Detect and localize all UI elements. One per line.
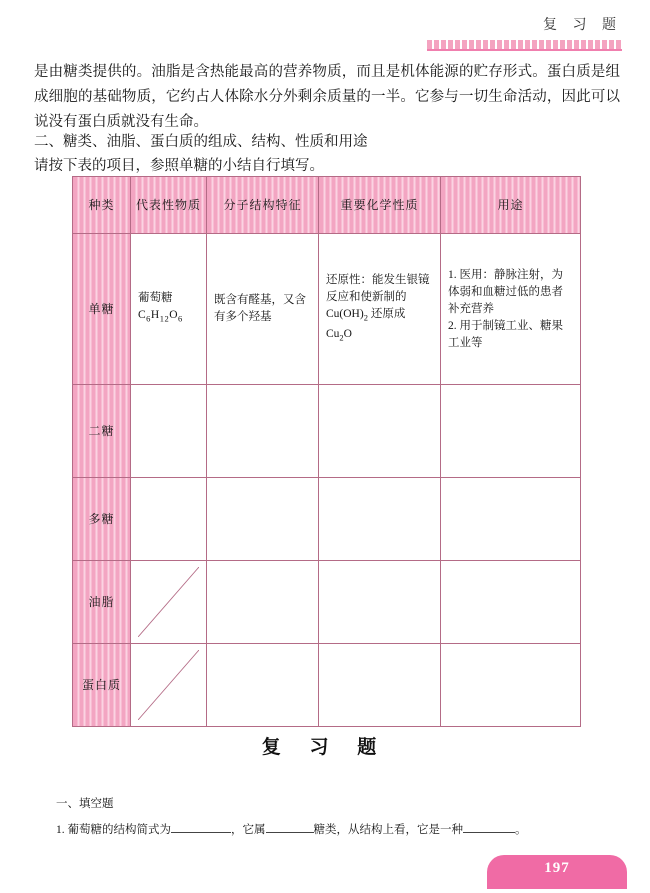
summary-table (72, 176, 581, 727)
column-header-representative: 代表性物质 (131, 177, 207, 234)
section-heading: 二、糖类、油脂、蛋白质的组成、结构、性质和用途 (34, 134, 368, 150)
question-1-part-3: 糖类，从结构上看，它是一种 (313, 824, 463, 836)
column-header-kind: 种类 (73, 177, 131, 234)
diagonal-strike-icon (138, 650, 199, 720)
question-1-part-1: 1. 葡萄糖的结构简式为 (56, 824, 171, 836)
table-row (73, 561, 581, 644)
section-instruction: 请按下表的项目，参照单糖的小结自行填写。 (34, 158, 324, 174)
header-title: 复 习 题 (543, 18, 622, 33)
cell-structure-protein (207, 644, 319, 727)
row-header-disaccharide: 二糖 (73, 385, 131, 478)
row-header-lipid: 油脂 (73, 561, 131, 644)
cell-chemistry-polysaccharide (319, 478, 441, 561)
table-row (73, 644, 581, 727)
cell-chemistry-disaccharide (319, 385, 441, 478)
row-header-polysaccharide: 多糖 (73, 478, 131, 561)
cell-representative-polysaccharide (131, 478, 207, 561)
cell-use-polysaccharide (441, 478, 581, 561)
cell-structure-polysaccharide (207, 478, 319, 561)
body-paragraph (34, 60, 620, 135)
question-1-part-2: ，它属 (231, 824, 266, 836)
cell-use-disaccharide (441, 385, 581, 478)
table-row (73, 234, 581, 385)
cell-chemistry-protein (319, 644, 441, 727)
question-1-part-4: 。 (515, 824, 527, 836)
diagonal-strike-icon (138, 567, 199, 637)
header-decorative-rule (427, 40, 622, 51)
representative-name: 葡萄糖 (138, 292, 173, 305)
column-header-chemistry: 重要化学性质 (319, 177, 441, 234)
cell-chemistry-lipid (319, 561, 441, 644)
representative-formula: $C_6H_{12}O_6$ (138, 309, 183, 324)
column-header-structure: 分子结构特征 (207, 177, 319, 234)
cell-chemistry-monosaccharide: 还原性：能发生银镜反应和使新制的 $Cu(OH)_2$ 还原成 $Cu_2O$ (319, 234, 441, 385)
cell-structure-monosaccharide: 既含有醛基，又含有多个羟基 (207, 234, 319, 385)
page-number: 197 (544, 860, 570, 876)
table-row (73, 478, 581, 561)
page-header (543, 14, 622, 34)
cell-structure-disaccharide (207, 385, 319, 478)
answer-blank-3 (463, 820, 515, 833)
body-paragraph-text: 是由糖类提供的。油脂是含热能最高的营养物质，而且是机体能源的贮存形式。蛋白质是组成细胞的基础物质，它约占人体除水分外剩余质量的一半。它参与一切生命活动，因此可以说没有蛋白质就没有生命。 (34, 64, 620, 130)
column-header-use: 用途 (441, 177, 581, 234)
cell-representative-protein-struck (131, 644, 207, 727)
summary-table-container (72, 176, 580, 727)
cell-use-monosaccharide: 1. 医用：静脉注射，为体弱和血糖过低的患者补充营养 2. 用于制镜工业、糖果工业等 (441, 234, 581, 385)
cell-use-protein (441, 644, 581, 727)
cell-representative-disaccharide (131, 385, 207, 478)
row-header-protein: 蛋白质 (73, 644, 131, 727)
review-section-title: 复 习 题 (261, 737, 389, 758)
cell-structure-lipid (207, 561, 319, 644)
table-row (73, 385, 581, 478)
cell-representative-lipid-struck (131, 561, 207, 644)
exercise-section-label: 一、填空题 (56, 798, 114, 810)
cell-use-lipid (441, 561, 581, 644)
answer-blank-1 (171, 820, 231, 833)
row-header-monosaccharide: 单糖 (73, 234, 131, 385)
table-header-row (73, 177, 581, 234)
cell-representative-monosaccharide (131, 234, 207, 385)
page-number-badge (487, 855, 627, 889)
answer-blank-2 (266, 820, 314, 833)
exercise-question-1 (56, 820, 596, 840)
